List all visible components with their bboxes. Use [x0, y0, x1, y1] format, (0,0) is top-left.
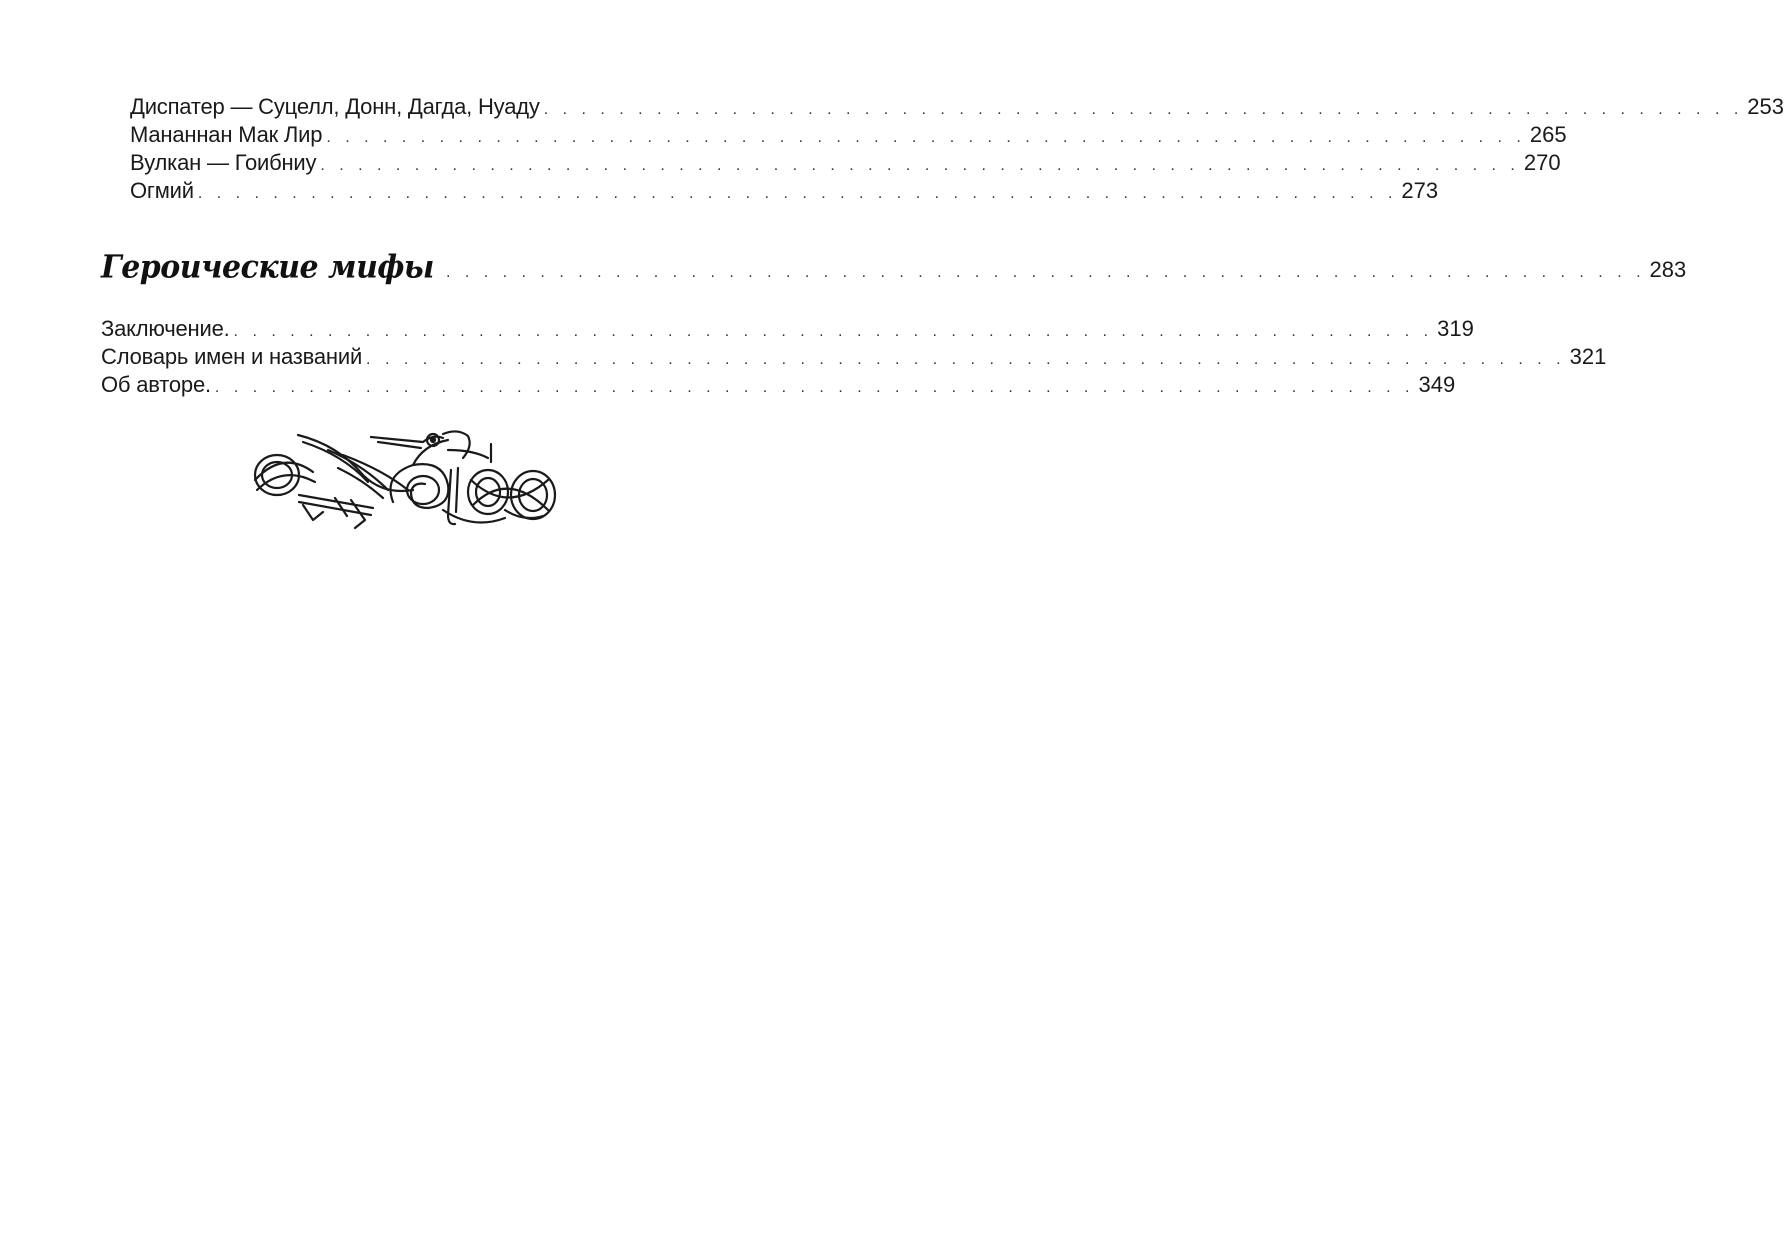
section-title: Героические мифы: [101, 249, 434, 286]
toc-subentry[interactable]: [130, 121, 1567, 152]
toc-subentry[interactable]: [130, 93, 1784, 124]
dot-leader: . . . . . . . . . . . . . . . . . . . . . . . . . . . . . . . . . . . . . . . . . . . . . . . . . . . . . . . . . . . . . . . .: [366, 351, 1566, 368]
toc-entry-label: Об авторе.: [101, 372, 211, 397]
toc-page-number: 253: [1747, 94, 1784, 119]
dot-leader: . . . . . . . . . . . . . . . . . . . . . . . . . . . . . . . . . . . . . . . . . . . . . . . . . . . . . . . . . . . . . . . .: [445, 264, 1646, 281]
dot-leader: . . . . . . . . . . . . . . . . . . . . . . . . . . . . . . . . . . . . . . . . . . . . . . . . . . . . . . . . . . . . . . . .: [197, 185, 1398, 202]
dot-leader: . . . . . . . . . . . . . . . . . . . . . . . . . . . . . . . . . . . . . . . . . . . . . . . . . . . . . . . . . . . . . . . .: [320, 157, 1520, 174]
toc-page-number: 270: [1523, 150, 1561, 175]
toc-entry[interactable]: [101, 343, 1607, 374]
celtic-bird-knot-ornament-icon: [243, 420, 568, 535]
toc-subentry[interactable]: [130, 149, 1561, 180]
toc-entry[interactable]: [101, 315, 1474, 346]
toc-entry-label: Заключение.: [101, 316, 230, 341]
toc-page-number: 283: [1649, 257, 1687, 282]
toc-page-number: 349: [1418, 372, 1456, 397]
dot-leader: . . . . . . . . . . . . . . . . . . . . . . . . . . . . . . . . . . . . . . . . . . . . . . . . . . . . . . . . . . . . . . . .: [214, 379, 1415, 396]
toc-section-heading[interactable]: [101, 249, 1687, 286]
toc-subentry-label: Вулкан — Гоибниу: [130, 150, 317, 175]
toc-entry[interactable]: [101, 371, 1456, 402]
toc-subentry-label: Мананнан Мак Лир: [130, 122, 323, 147]
toc-subentry-label: Огмий: [130, 178, 194, 203]
dot-leader: . . . . . . . . . . . . . . . . . . . . . . . . . . . . . . . . . . . . . . . . . . . . . . . . . . . . . . . . . . . . . . . .: [543, 101, 1744, 118]
toc-page-number: 265: [1529, 122, 1567, 147]
toc-entry-label: Словарь имен и названий: [101, 344, 363, 369]
toc-page-number: 319: [1437, 316, 1474, 341]
toc-subentry[interactable]: [130, 177, 1439, 208]
toc-subentry-label: Диспатер — Суцелл, Донн, Дагда, Нуаду: [130, 94, 540, 119]
toc-page-number: 273: [1401, 178, 1439, 203]
toc-page-number: 321: [1569, 344, 1607, 369]
dot-leader: . . . . . . . . . . . . . . . . . . . . . . . . . . . . . . . . . . . . . . . . . . . . . . . . . . . . . . . . . . . . . . . .: [326, 129, 1526, 146]
dot-leader: . . . . . . . . . . . . . . . . . . . . . . . . . . . . . . . . . . . . . . . . . . . . . . . . . . . . . . . . . . . . . . . .: [233, 323, 1434, 340]
